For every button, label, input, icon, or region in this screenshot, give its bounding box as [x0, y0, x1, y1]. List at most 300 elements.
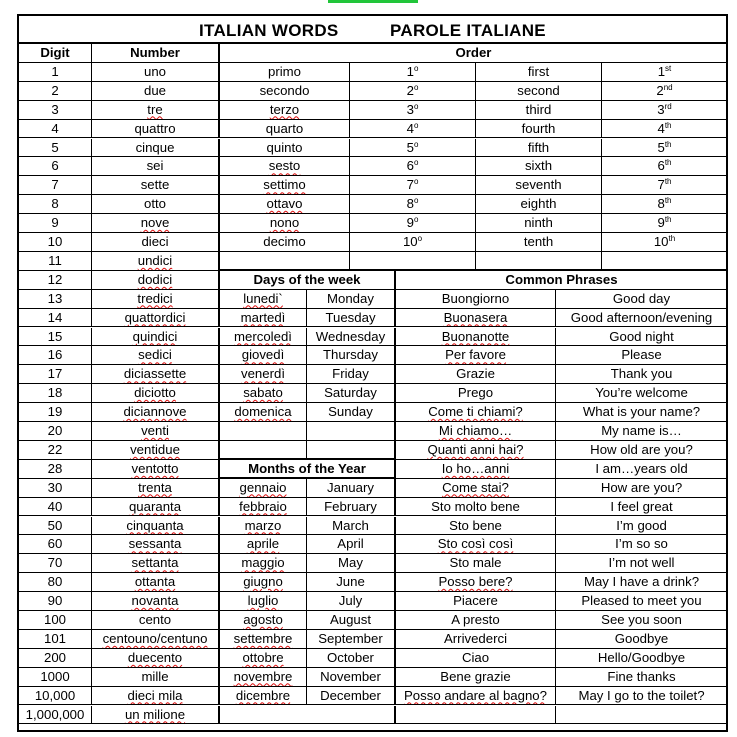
digit-cell: 1,000,000 — [19, 706, 92, 725]
order-english — [476, 139, 602, 158]
order-italian-short — [350, 101, 476, 120]
digit-cell: 1000 — [19, 668, 92, 687]
month-italian-text: marzo — [244, 517, 282, 533]
digit-cell: 19 — [19, 403, 92, 422]
phrase-english — [556, 328, 728, 347]
digit-cell: 90 — [19, 592, 92, 611]
order-italian-suffix: o — [413, 120, 419, 130]
phrase-english-text: I’m good — [616, 517, 667, 533]
month-italian-text: novembre — [233, 668, 293, 684]
order-italian-short — [350, 63, 476, 82]
month-italian-text: settembre — [233, 630, 293, 646]
month-english-text: January — [327, 479, 374, 495]
order-english-number: 6 — [657, 158, 665, 174]
phrase-italian — [396, 573, 556, 592]
months-heading: Months of the Year — [220, 460, 396, 479]
order-italian-number: 3 — [406, 101, 414, 117]
order-italian-number: 7 — [406, 177, 414, 193]
order-italian-short — [350, 214, 476, 233]
month-italian-text: agosto — [243, 612, 283, 627]
phrase-italian-text: Arrivederci — [443, 630, 508, 646]
order-empty-cell — [220, 252, 350, 271]
order-english-text: second — [517, 82, 560, 98]
order-english-number: 8 — [657, 196, 665, 212]
phrase-english — [556, 403, 728, 422]
order-italian — [220, 214, 350, 233]
phrase-italian — [396, 403, 556, 422]
phrase-english — [556, 309, 728, 328]
digit-cell: 9 — [19, 214, 92, 233]
order-english-number: 1 — [657, 63, 666, 79]
number-cell — [92, 82, 220, 101]
phrase-english-text: I feel great — [610, 498, 673, 514]
number-text: duecento — [127, 649, 183, 665]
month-italian — [220, 649, 307, 668]
order-english-number: 10 — [653, 234, 669, 249]
phrase-italian-text: A presto — [451, 612, 500, 627]
order-english-number: 4 — [657, 120, 665, 136]
digit-cell: 200 — [19, 649, 92, 668]
phrase-english-text: You’re welcome — [595, 385, 688, 401]
phrase-english — [556, 290, 728, 309]
day-english — [307, 346, 396, 365]
phrase-english — [556, 498, 728, 517]
digit-cell: 16 — [19, 346, 92, 365]
digit-cell: 1 — [19, 63, 92, 82]
order-italian-short — [350, 157, 476, 176]
phrase-english-text: I am…years old — [595, 460, 688, 476]
order-empty-cell — [350, 252, 476, 271]
phrase-italian — [396, 422, 556, 441]
phrase-english-text: Please — [621, 347, 662, 363]
phrase-english-text: May I go to the toilet? — [578, 687, 705, 703]
number-cell — [92, 668, 220, 687]
order-english-suffix: st — [665, 63, 672, 73]
number-cell — [92, 214, 220, 233]
order-italian — [220, 120, 350, 139]
day-italian-text: lunedi` — [243, 290, 283, 306]
number-text: tre — [147, 101, 163, 117]
order-italian-text: quinto — [266, 139, 303, 155]
phrase-italian-text: Sto molto bene — [431, 498, 520, 514]
day-english — [307, 403, 396, 422]
phrase-italian-text: Sto male — [449, 555, 502, 571]
phrase-italian-text: Prego — [457, 385, 494, 401]
phrase-italian — [396, 592, 556, 611]
day-italian — [220, 290, 307, 309]
order-italian-suffix: o — [413, 139, 419, 149]
month-english-text: June — [336, 574, 365, 590]
phrase-english-text: Good day — [612, 290, 671, 306]
day-italian-text: mercoledì — [234, 328, 292, 344]
order-english-suffix: th — [668, 234, 676, 243]
digit-cell: 18 — [19, 384, 92, 403]
digit-cell: 11 — [19, 252, 92, 271]
day-english — [307, 365, 396, 384]
phrase-italian-text: Buonanotte — [441, 328, 510, 344]
month-english — [307, 592, 396, 611]
phrase-english — [556, 630, 728, 649]
day-english-text: Monday — [327, 290, 374, 306]
order-english — [476, 82, 602, 101]
phrase-italian — [396, 441, 556, 460]
phrase-italian-text: Piacere — [453, 593, 498, 609]
phrase-english — [556, 668, 728, 687]
month-english — [307, 517, 396, 536]
digit-cell: 7 — [19, 176, 92, 195]
table-title-row — [19, 16, 726, 44]
phrase-english-text: Pleased to meet you — [581, 593, 702, 609]
number-cell — [92, 176, 220, 195]
month-english — [307, 649, 396, 668]
number-cell — [92, 365, 220, 384]
day-italian — [220, 365, 307, 384]
month-italian-text: ottobre — [242, 649, 284, 665]
number-text: diciassette — [123, 366, 187, 382]
day-italian-text: martedì — [240, 309, 286, 325]
phrase-italian-text: Bene grazie — [440, 668, 511, 684]
month-italian-text: maggio — [241, 555, 285, 571]
order-english-text: first — [527, 63, 550, 79]
day-english — [307, 328, 396, 347]
order-english-suffix: th — [664, 120, 672, 130]
day-italian — [220, 309, 307, 328]
order-italian — [220, 233, 350, 252]
digit-cell: 10 — [19, 233, 92, 252]
phrase-italian — [396, 611, 556, 630]
number-cell — [92, 630, 220, 649]
phrase-english — [556, 346, 728, 365]
month-english — [307, 611, 396, 630]
digit-cell: 4 — [19, 120, 92, 139]
number-text: centouno/centuno — [102, 630, 208, 646]
order-italian — [220, 63, 350, 82]
number-cell — [92, 517, 220, 536]
number-cell — [92, 687, 220, 706]
number-text: novanta — [131, 593, 179, 609]
order-english-suffix: th — [664, 139, 672, 149]
phrase-italian-text: Come ti chiami? — [428, 404, 523, 420]
header-digit: Digit — [19, 44, 92, 63]
day-italian — [220, 346, 307, 365]
number-cell — [92, 441, 220, 460]
day-english-text: Tuesday — [325, 309, 376, 325]
number-text: quaranta — [128, 498, 182, 514]
phrase-english — [556, 441, 728, 460]
phrase-english — [556, 384, 728, 403]
number-cell — [92, 309, 220, 328]
month-english — [307, 687, 396, 706]
month-italian — [220, 535, 307, 554]
title-english: ITALIAN WORDS — [199, 21, 339, 40]
order-english — [476, 120, 602, 139]
day-empty-cell — [307, 441, 396, 460]
digit-cell: 50 — [19, 517, 92, 536]
phrase-english — [556, 479, 728, 498]
phrase-italian — [396, 479, 556, 498]
month-italian — [220, 630, 307, 649]
phrase-empty-cell — [396, 706, 556, 725]
order-english-text: fifth — [527, 139, 550, 155]
order-english-suffix: th — [664, 158, 672, 168]
day-empty-cell — [220, 441, 307, 460]
phrase-italian-text: Come stai? — [442, 479, 509, 495]
phrase-english-text: May I have a drink? — [583, 574, 700, 590]
number-cell — [92, 346, 220, 365]
month-italian-text: gennaio — [239, 479, 287, 495]
order-italian-number: 8 — [406, 196, 414, 212]
number-cell — [92, 328, 220, 347]
month-english-text: August — [329, 612, 372, 627]
order-italian — [220, 157, 350, 176]
day-english — [307, 290, 396, 309]
phrase-english-text: I’m so so — [615, 536, 668, 552]
order-italian-number: 2 — [406, 82, 414, 98]
month-english-text: February — [324, 498, 377, 514]
month-english — [307, 479, 396, 498]
number-text: diciannove — [123, 404, 187, 420]
number-cell — [92, 422, 220, 441]
day-italian-text: venerdì — [241, 366, 285, 382]
phrases-heading: Common Phrases — [396, 271, 728, 290]
phrase-italian — [396, 365, 556, 384]
order-italian-text: ottavo — [266, 196, 303, 212]
order-italian-suffix: o — [413, 101, 419, 111]
digit-cell: 6 — [19, 157, 92, 176]
number-cell — [92, 233, 220, 252]
phrase-english-text: How old are you? — [590, 441, 693, 457]
order-italian — [220, 195, 350, 214]
order-english-short — [602, 63, 728, 82]
header-number: Number — [92, 44, 220, 63]
order-english-text: tenth — [523, 234, 554, 249]
phrase-english-text: See you soon — [601, 612, 682, 627]
phrase-italian — [396, 535, 556, 554]
number-cell — [92, 120, 220, 139]
month-english — [307, 573, 396, 592]
phrase-italian-text: Mi chiamo… — [438, 423, 513, 438]
phrase-english-text: What is your name? — [582, 404, 701, 420]
digit-cell: 5 — [19, 139, 92, 158]
month-english — [307, 554, 396, 573]
day-english-text: Friday — [332, 366, 369, 382]
day-english — [307, 309, 396, 328]
order-italian — [220, 82, 350, 101]
order-english-suffix: th — [664, 196, 672, 206]
order-italian-text: secondo — [259, 82, 310, 98]
order-empty-cell — [602, 252, 728, 271]
number-text: dodici — [137, 271, 173, 287]
month-english — [307, 535, 396, 554]
month-english-text: April — [337, 536, 364, 552]
phrase-english-text: Good night — [609, 328, 674, 344]
number-text: cento — [138, 612, 172, 627]
month-italian — [220, 554, 307, 573]
order-english-number: 9 — [657, 215, 665, 231]
phrase-italian — [396, 346, 556, 365]
phrase-italian — [396, 290, 556, 309]
phrase-italian-text: Ciao — [461, 649, 490, 665]
number-cell — [92, 592, 220, 611]
number-cell — [92, 139, 220, 158]
phrase-english — [556, 517, 728, 536]
order-italian-text: terzo — [269, 101, 300, 117]
order-english-suffix: nd — [663, 82, 673, 92]
digit-cell: 22 — [19, 441, 92, 460]
number-cell — [92, 403, 220, 422]
order-english-short — [602, 82, 728, 101]
day-italian-text: sabato — [243, 385, 283, 401]
order-english-text: ninth — [524, 215, 553, 231]
order-italian-suffix: o — [413, 63, 419, 73]
order-english-text: eighth — [520, 196, 557, 212]
order-english-text: sixth — [524, 158, 553, 174]
number-text: mille — [141, 668, 169, 684]
order-italian-suffix: o — [413, 177, 419, 187]
order-english — [476, 176, 602, 195]
phrase-italian — [396, 498, 556, 517]
order-english-short — [602, 233, 728, 252]
day-italian — [220, 384, 307, 403]
phrase-italian-text: Per favore — [445, 347, 506, 363]
order-english — [476, 195, 602, 214]
number-text: nove — [140, 215, 170, 231]
order-italian-text: quarto — [265, 120, 304, 136]
number-text: dieci — [141, 234, 169, 249]
number-text: undici — [137, 252, 173, 268]
number-cell — [92, 63, 220, 82]
digit-cell: 15 — [19, 328, 92, 347]
phrase-english — [556, 649, 728, 668]
order-italian-suffix: o — [413, 196, 419, 206]
number-cell — [92, 290, 220, 309]
order-english — [476, 157, 602, 176]
phrase-italian-text: Buonasera — [443, 309, 508, 325]
day-english-text: Wednesday — [315, 328, 386, 344]
number-cell — [92, 706, 220, 725]
digit-cell: 8 — [19, 195, 92, 214]
top-accent-bar — [328, 0, 418, 3]
number-cell — [92, 498, 220, 517]
month-italian — [220, 668, 307, 687]
phrase-italian — [396, 328, 556, 347]
digit-cell: 12 — [19, 271, 92, 290]
month-english-text: March — [332, 517, 369, 533]
phrase-english — [556, 573, 728, 592]
phrase-italian-text: Grazie — [456, 366, 495, 382]
phrase-italian-text: Sto bene — [449, 517, 502, 533]
digit-cell: 20 — [19, 422, 92, 441]
number-cell — [92, 384, 220, 403]
number-cell — [92, 271, 220, 290]
month-english-text: May — [338, 555, 363, 571]
number-text: cinquanta — [126, 517, 184, 533]
phrase-english-text: I’m not well — [608, 555, 675, 571]
order-empty-cell — [476, 252, 602, 271]
order-english-short — [602, 139, 728, 158]
phrase-english-text: Fine thanks — [607, 668, 676, 684]
order-italian-suffix: o — [413, 215, 419, 225]
digit-cell: 100 — [19, 611, 92, 630]
phrase-italian-text: Posso bere? — [438, 574, 513, 590]
number-cell — [92, 554, 220, 573]
order-italian — [220, 139, 350, 158]
month-italian — [220, 573, 307, 592]
number-cell — [92, 479, 220, 498]
phrase-english-text: Thank you — [610, 366, 673, 382]
month-italian-text: febbraio — [239, 498, 287, 514]
phrase-italian-text: Io ho…anni — [441, 460, 510, 476]
order-english-number: 2 — [656, 82, 664, 98]
title-italian: PAROLE ITALIANE — [390, 21, 546, 40]
order-english-text: third — [525, 101, 552, 117]
number-text: sessanta — [128, 536, 182, 552]
digit-cell: 28 — [19, 460, 92, 479]
month-italian — [220, 687, 307, 706]
order-italian-text: sesto — [268, 158, 301, 174]
digit-cell: 10,000 — [19, 687, 92, 706]
day-english-text: Thursday — [323, 347, 378, 363]
phrase-english — [556, 592, 728, 611]
order-italian-short — [350, 82, 476, 101]
phrase-english — [556, 365, 728, 384]
order-italian-suffix: o — [413, 82, 419, 92]
order-english-number: 3 — [657, 101, 665, 117]
day-empty-cell — [220, 422, 307, 441]
number-text: tredici — [137, 290, 173, 306]
phrase-italian — [396, 649, 556, 668]
digit-cell: 2 — [19, 82, 92, 101]
order-italian-short — [350, 233, 476, 252]
day-english-text: Sunday — [328, 404, 373, 420]
phrase-italian-text: Buongiorno — [441, 290, 510, 306]
month-italian — [220, 498, 307, 517]
month-english — [307, 498, 396, 517]
order-english-short — [602, 176, 728, 195]
order-english-short — [602, 120, 728, 139]
phrase-italian — [396, 517, 556, 536]
order-english-short — [602, 157, 728, 176]
number-text: settanta — [131, 555, 179, 571]
order-english-text: fourth — [521, 120, 556, 136]
number-text: quindici — [132, 328, 178, 344]
number-text: uno — [143, 63, 166, 79]
number-text: otto — [144, 196, 166, 212]
digit-cell: 17 — [19, 365, 92, 384]
header-order: Order — [220, 44, 728, 63]
month-english-text: September — [318, 630, 383, 646]
order-italian-number: 6 — [406, 158, 414, 174]
order-italian — [220, 101, 350, 120]
month-italian — [220, 517, 307, 536]
order-italian-text: primo — [268, 63, 301, 79]
day-empty-cell — [307, 422, 396, 441]
order-english — [476, 63, 602, 82]
month-italian-text: aprile — [246, 536, 280, 552]
phrase-english-text: How are you? — [600, 479, 683, 495]
month-english — [307, 668, 396, 687]
number-text: ventotto — [131, 460, 179, 476]
number-cell — [92, 535, 220, 554]
digit-cell: 40 — [19, 498, 92, 517]
month-italian — [220, 479, 307, 498]
order-italian-number: 4 — [406, 120, 414, 136]
order-english-number: 5 — [657, 139, 665, 155]
order-english — [476, 233, 602, 252]
number-cell — [92, 573, 220, 592]
phrase-italian — [396, 384, 556, 403]
number-cell — [92, 252, 220, 271]
